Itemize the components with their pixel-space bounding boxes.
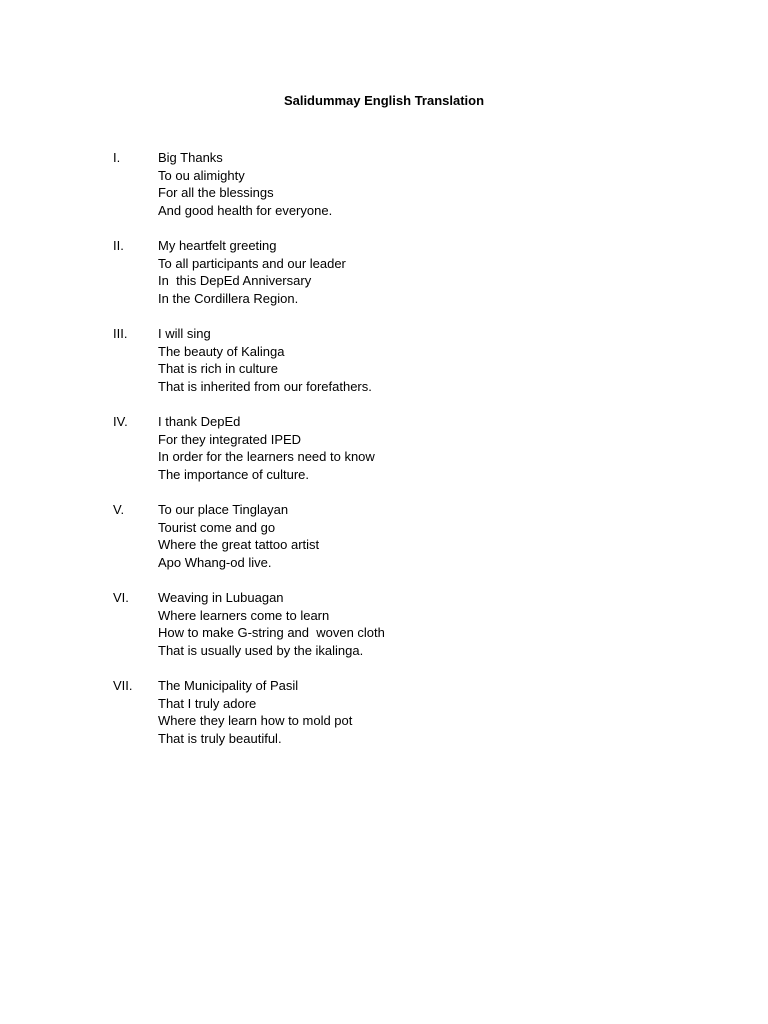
verse-line: In this DepEd Anniversary [158,273,312,289]
document-title: Salidummay English Translation [283,93,485,108]
verse-line: And good health for everyone. [158,202,333,218]
stanza-numeral: IV. [113,414,128,429]
stanza-numeral: I. [113,150,121,165]
verse-line: For they integrated IPED [158,431,302,447]
verse-line: That is usually used by the ikalinga. [158,642,364,658]
stanza-lines [158,413,375,483]
stanza [113,237,713,325]
verse-line: I will sing [158,326,211,341]
verse-line: I thank DepEd [158,414,241,429]
stanza-numeral: VI. [113,590,129,605]
verse-line: The importance of culture. [158,466,310,482]
verse-line: To all participants and our leader [158,255,346,271]
verse-line: Where learners come to learn [158,607,330,623]
verse-line: That is rich in culture [158,361,278,377]
verse-line: To ou alimighty [158,167,245,183]
stanza [113,149,713,237]
stanza-numeral: II. [113,238,124,253]
verse-line: In order for the learners need to know [158,449,375,465]
stanza-lines [158,501,319,571]
verse-line: Apo Whang-od live. [158,554,272,570]
verse-line: To our place Tinglayan [158,502,289,517]
verse-line: In the Cordillera Region. [158,290,299,306]
verse-line: How to make G-string and woven cloth [158,625,385,641]
verse-line: That I truly adore [158,695,257,711]
stanza [113,413,713,501]
verse-line: Tourist come and go [158,519,276,535]
stanza-lines [158,325,372,395]
verse-line: That is inherited from our forefathers. [158,378,372,394]
verse-line: Where the great tattoo artist [158,537,320,553]
stanza [113,589,713,677]
verse-line: For all the blessings [158,185,274,201]
stanza-lines [158,237,346,307]
stanza-numeral: V. [113,502,125,517]
verse-line: That is truly beautiful. [158,730,282,746]
stanza-lines [158,149,332,219]
verse-line: My heartfelt greeting [158,238,277,253]
stanza-list [113,149,713,765]
verse-line: Weaving in Lubuagan [158,590,284,605]
verse-line: Big Thanks [158,150,223,165]
verse-line: The beauty of Kalinga [158,343,285,359]
stanza [113,677,713,765]
stanza-numeral: VII. [113,678,133,693]
verse-line: The Municipality of Pasil [158,678,299,693]
stanza [113,325,713,413]
stanza [113,501,713,589]
stanza-lines [158,677,352,747]
stanza-numeral: III. [113,326,128,341]
verse-line: Where they learn how to mold pot [158,713,353,729]
stanza-lines [158,589,385,659]
